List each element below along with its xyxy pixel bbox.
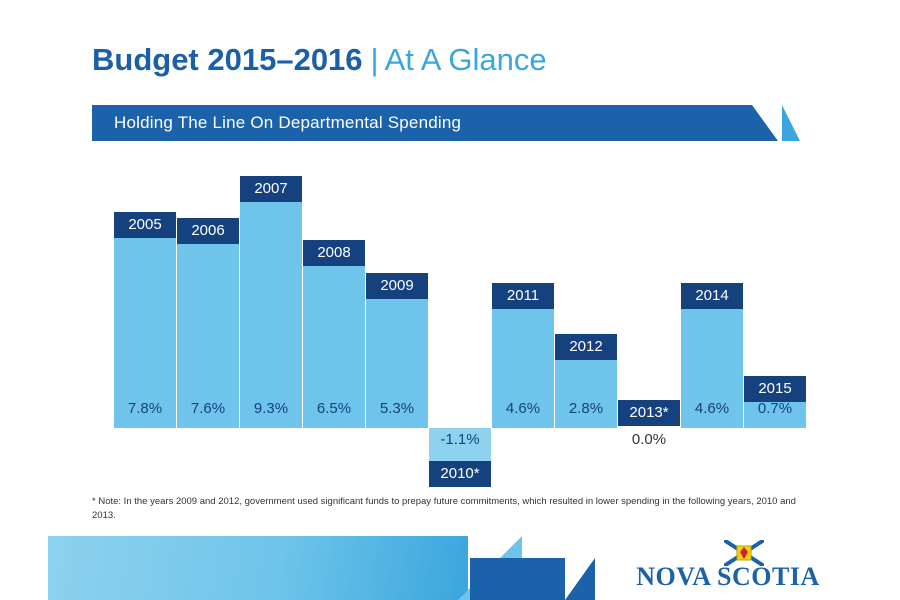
logo-wordmark: NOVA SCOTIA [636,562,820,591]
footer-band-dark [470,558,565,600]
title-separator: | [370,42,379,77]
banner-slant-light [782,105,800,141]
title-subtitle: At A Glance [384,42,547,77]
bar-value-label-2009: 5.3% [379,400,415,417]
bar-group-2010 [429,150,491,485]
bar-year-label-2015: 2015 [744,376,806,402]
bar-year-label-2006: 2006 [177,218,239,244]
bar-year-label-2014: 2014 [681,283,743,309]
bar-group-2014 [681,150,743,485]
bar-2007 [240,176,302,428]
nova-scotia-logo [628,540,828,596]
footer-band-light [48,536,468,600]
bar-group-2007 [240,150,302,485]
bar-value-label-2005: 7.8% [127,400,163,417]
bar-year-label-2008: 2008 [303,240,365,266]
bar-value-label-2011: 4.6% [505,400,541,417]
bar-group-2011 [492,150,554,485]
section-banner [92,105,808,141]
bar-year-label-2009: 2009 [366,273,428,299]
bar-value-label-2010: -1.1% [440,431,480,448]
banner-title: Holding The Line On Departmental Spending [114,113,462,132]
bar-year-label-2012: 2012 [555,334,617,360]
bar-group-2013 [618,150,680,485]
bar-value-label-2015: 0.7% [757,400,793,417]
bar-group-2005 [114,150,176,485]
bar-year-label-2005: 2005 [114,212,176,238]
title-main: Budget 2015–2016 [92,42,363,77]
bar-group-2006 [177,150,239,485]
page-title [92,42,547,78]
footer-band-dark-slant [565,558,595,600]
bar-group-2008 [303,150,365,485]
bar-year-label-2007: 2007 [240,176,302,202]
bar-value-label-2007: 9.3% [253,400,289,417]
bar-year-label-2013: 2013* [618,400,680,426]
bar-group-2015 [744,150,806,485]
bar-value-label-2014: 4.6% [694,400,730,417]
bar-value-label-2006: 7.6% [190,400,226,417]
footnote: * Note: In the years 2009 and 2012, government used significant funds to prepay future commitments, which resulted in lower spending in the following years, 2010 and 2013. [92,496,796,521]
banner-slant-dark [752,105,778,141]
bar-2005 [114,212,176,428]
bar-chart [92,150,808,485]
bar-group-2009 [366,150,428,485]
bar-group-2012 [555,150,617,485]
bar-year-label-2010: 2010* [429,461,491,487]
bar-value-label-2008: 6.5% [316,400,352,417]
bar-value-label-2013: 0.0% [631,431,667,448]
bar-year-label-2011: 2011 [492,283,554,309]
bar-value-label-2012: 2.8% [568,400,604,417]
bar-2006 [177,218,239,428]
